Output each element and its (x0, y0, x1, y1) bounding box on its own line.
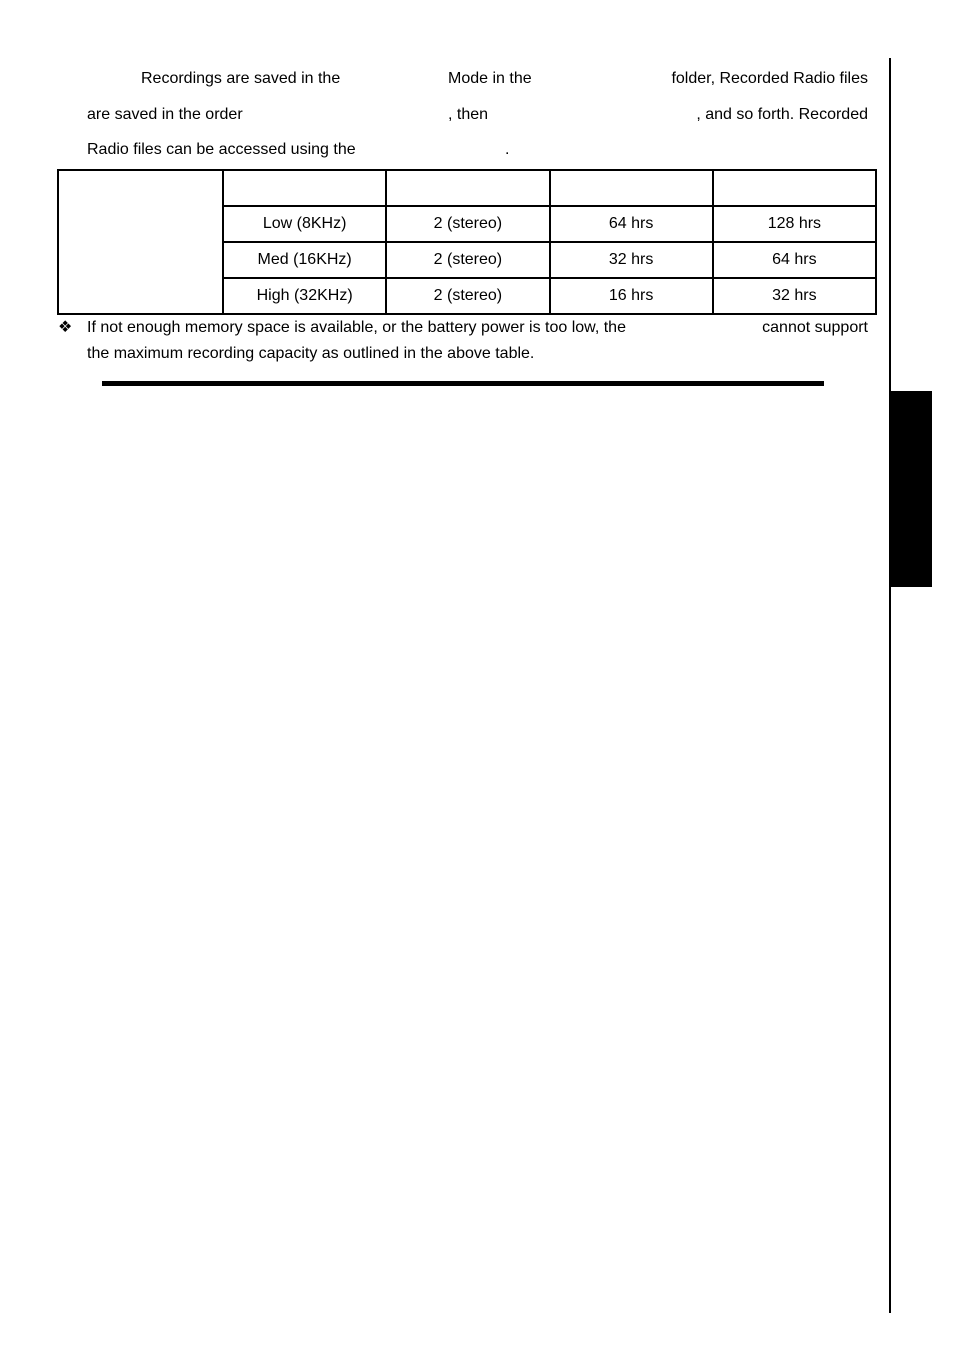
paragraph-line2-part1: are saved in the order (87, 106, 243, 123)
table-cell-capacity-b: 64 hrs (713, 242, 876, 278)
table-header-row (58, 170, 876, 206)
table-cell-quality: High (32KHz) (223, 278, 386, 314)
table-cell-channels: 2 (stereo) (386, 206, 549, 242)
paragraph-line2-part2: , then (448, 106, 489, 123)
table-label-cell (58, 170, 223, 314)
table-header-cell (223, 170, 386, 206)
table-cell-capacity-a: 16 hrs (550, 278, 713, 314)
table-cell-capacity-a: 64 hrs (550, 206, 713, 242)
table-cell-capacity-b: 128 hrs (713, 206, 876, 242)
table-cell-channels: 2 (stereo) (386, 278, 549, 314)
paragraph-line1-part3: folder, Recorded Radio files (671, 70, 868, 87)
table-header-cell (550, 170, 713, 206)
table-cell-quality: Med (16KHz) (223, 242, 386, 278)
note-line1-part2: cannot support (762, 319, 868, 336)
right-margin-rule (889, 58, 891, 1313)
table-cell-capacity-a: 32 hrs (550, 242, 713, 278)
paragraph-line3-part2: . (505, 141, 510, 158)
paragraph-line3-part1: Radio files can be accessed using the (87, 141, 356, 158)
paragraph-line1-part1: Recordings are saved in the (141, 70, 341, 87)
recording-capacity-table (57, 169, 877, 315)
note-line2: the maximum recording capacity as outlined in the above table. (87, 345, 535, 362)
note-line1-part1: If not enough memory space is available, or the battery power is too low, the (87, 319, 626, 336)
section-divider (102, 381, 824, 386)
paragraph-line2-part3: , and so forth. Recorded (696, 106, 868, 123)
table-cell-channels: 2 (stereo) (386, 242, 549, 278)
table-cell-capacity-b: 32 hrs (713, 278, 876, 314)
table-cell-quality: Low (8KHz) (223, 206, 386, 242)
bullet-icon: ❖ (58, 319, 73, 336)
section-side-tab (891, 391, 932, 587)
paragraph-line1-part2: Mode in the (448, 70, 532, 87)
table-header-cell (386, 170, 549, 206)
table-header-cell (713, 170, 876, 206)
